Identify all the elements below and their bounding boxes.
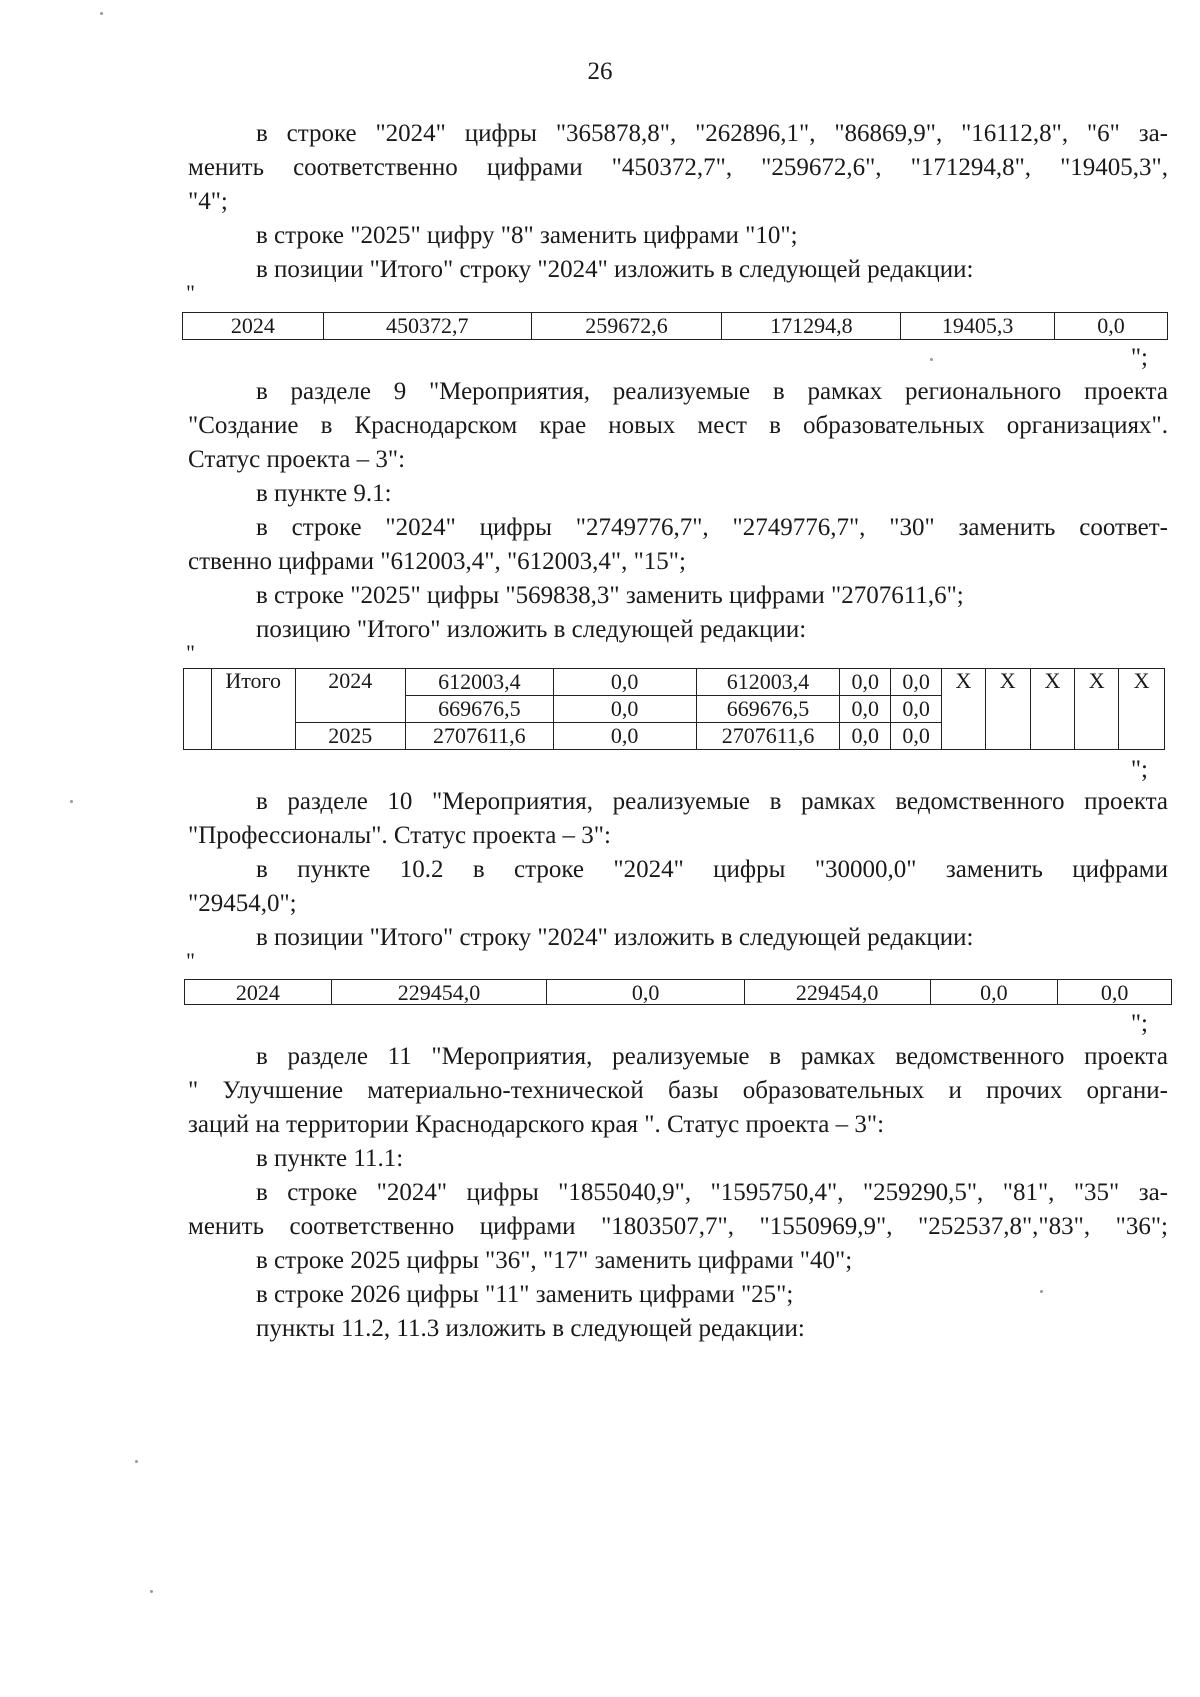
paragraph-line: в строке 2026 цифры "11" заменить цифрами "25"; (256, 1281, 794, 1308)
table-cell: 0,0 (840, 696, 891, 723)
table-cell: 2707611,6 (406, 723, 554, 750)
table-cell: 2707611,6 (696, 723, 840, 750)
table-cell: 0,0 (553, 669, 696, 696)
paragraph-line: " Улучшение материально-технической базы образовательных и прочих органи- (188, 1077, 1168, 1104)
paragraph-line: в строке "2025" цифру "8" заменить цифрами "10"; (256, 222, 798, 249)
paragraph-line: в разделе 10 "Мероприятия, реализуемые в рамках ведомственного проекта (256, 788, 1168, 815)
paragraph-line: в строке "2024" цифры "1855040,9", "1595750,4", "259290,5", "81", "35" за- (256, 1179, 1168, 1206)
paragraph-line: в пункте 10.2 в строке "2024" цифры "30000,0" заменить цифрами (256, 856, 1168, 883)
scan-speck (70, 800, 73, 803)
paragraph-line: в строке "2025" цифры "569838,3" заменить цифрами "2707611,6"; (256, 582, 964, 609)
table-cell: 0,0 (840, 669, 891, 696)
table-cell: 2024 (183, 313, 324, 340)
year-cell: 2024 (295, 669, 405, 723)
table-cell: 0,0 (840, 723, 891, 750)
table-cell: 669676,5 (406, 696, 554, 723)
table-itogo-2024 (182, 312, 1168, 340)
table-cell: 0,0 (1058, 980, 1172, 1005)
x-mark: Х (1119, 669, 1165, 750)
table-row (183, 313, 1168, 340)
paragraph-line: в пункте 11.1: (256, 1145, 404, 1172)
table-cell: 0,0 (553, 696, 696, 723)
paragraph-line: в разделе 11 "Мероприятия, реализуемые в рамках ведомственного проекта (256, 1043, 1168, 1070)
opening-quote: " (186, 640, 195, 665)
table-cell: 0,0 (891, 669, 942, 696)
table-cell: 229454,0 (744, 980, 930, 1005)
paragraph-line: заций на территории Краснодарского края ". Статус проекта – 3": (188, 1111, 885, 1138)
closing-quote: "; (1130, 756, 1148, 783)
table-cell: 612003,4 (696, 669, 840, 696)
opening-quote: " (186, 948, 195, 973)
x-mark: Х (1030, 669, 1075, 750)
paragraph-line: ственно цифрами "612003,4", "612003,4", "15"; (188, 548, 686, 575)
paragraph-line: в позиции "Итого" строку "2024" изложить в следующей редакции: (256, 256, 974, 283)
table-cell: 259672,6 (531, 313, 722, 340)
paragraph-line: Статус проекта – 3": (188, 446, 406, 473)
table-itogo-10 (184, 979, 1172, 1005)
table-row (185, 980, 1172, 1005)
table-cell: 0,0 (547, 980, 745, 1005)
table-cell: 0,0 (891, 696, 942, 723)
paragraph-line: в позиции "Итого" строку "2024" изложить в следующей редакции: (256, 924, 974, 951)
table-cell: 229454,0 (331, 980, 547, 1005)
scan-speck (100, 12, 103, 15)
x-mark: Х (985, 669, 1030, 750)
table-row (184, 669, 1165, 696)
scan-speck (135, 1460, 138, 1463)
paragraph-line: "4"; (188, 188, 228, 215)
x-mark: Х (942, 669, 986, 750)
paragraph-line: "Создание в Краснодарском крае новых мест в образовательных организациях". (188, 412, 1168, 439)
opening-quote: " (186, 280, 195, 305)
table-cell: 669676,5 (696, 696, 840, 723)
table-itogo-9 (183, 668, 1165, 750)
table-cell: 0,0 (891, 723, 942, 750)
page-number: 26 (587, 58, 613, 85)
closing-quote: "; (1130, 1010, 1148, 1037)
table-cell: 450372,7 (323, 313, 531, 340)
paragraph-line: позицию "Итого" изложить в следующей редакции: (256, 616, 807, 643)
year-cell: 2025 (295, 723, 405, 750)
paragraph-line: в пункте 9.1: (256, 480, 392, 507)
paragraph-line: в строке 2025 цифры "36", "17" заменить цифрами "40"; (256, 1247, 853, 1274)
scan-speck (1040, 1290, 1043, 1293)
paragraph-line: пункты 11.2, 11.3 изложить в следующей редакции: (256, 1315, 805, 1342)
paragraph-line: "Профессионалы". Статус проекта – 3": (188, 822, 611, 849)
table-cell: 19405,3 (901, 313, 1055, 340)
table-cell: 171294,8 (722, 313, 901, 340)
paragraph-line: менить соответственно цифрами "450372,7", "259672,6", "171294,8", "19405,3", (188, 154, 1168, 181)
table-cell: 2024 (185, 980, 332, 1005)
paragraph-line: в разделе 9 "Мероприятия, реализуемые в рамках регионального проекта (256, 378, 1168, 405)
x-mark: Х (1075, 669, 1119, 750)
total-label: Итого (211, 669, 295, 750)
scan-speck (150, 1590, 153, 1593)
paragraph-line: "29454,0"; (188, 890, 297, 917)
table-cell: 612003,4 (406, 669, 554, 696)
paragraph-line: в строке "2024" цифры "2749776,7", "2749776,7", "30" заменить соответ- (256, 514, 1168, 541)
paragraph-line: менить соответственно цифрами "1803507,7", "1550969,9", "252537,8","83", "36"; (188, 1213, 1168, 1240)
scan-speck (930, 358, 933, 361)
closing-quote: "; (1130, 344, 1148, 371)
paragraph-line: в строке "2024" цифры "365878,8", "262896,1", "86869,9", "16112,8", "6" за- (256, 120, 1168, 147)
table-cell: 0,0 (930, 980, 1058, 1005)
table-cell: 0,0 (1055, 313, 1168, 340)
table-cell: 0,0 (553, 723, 696, 750)
